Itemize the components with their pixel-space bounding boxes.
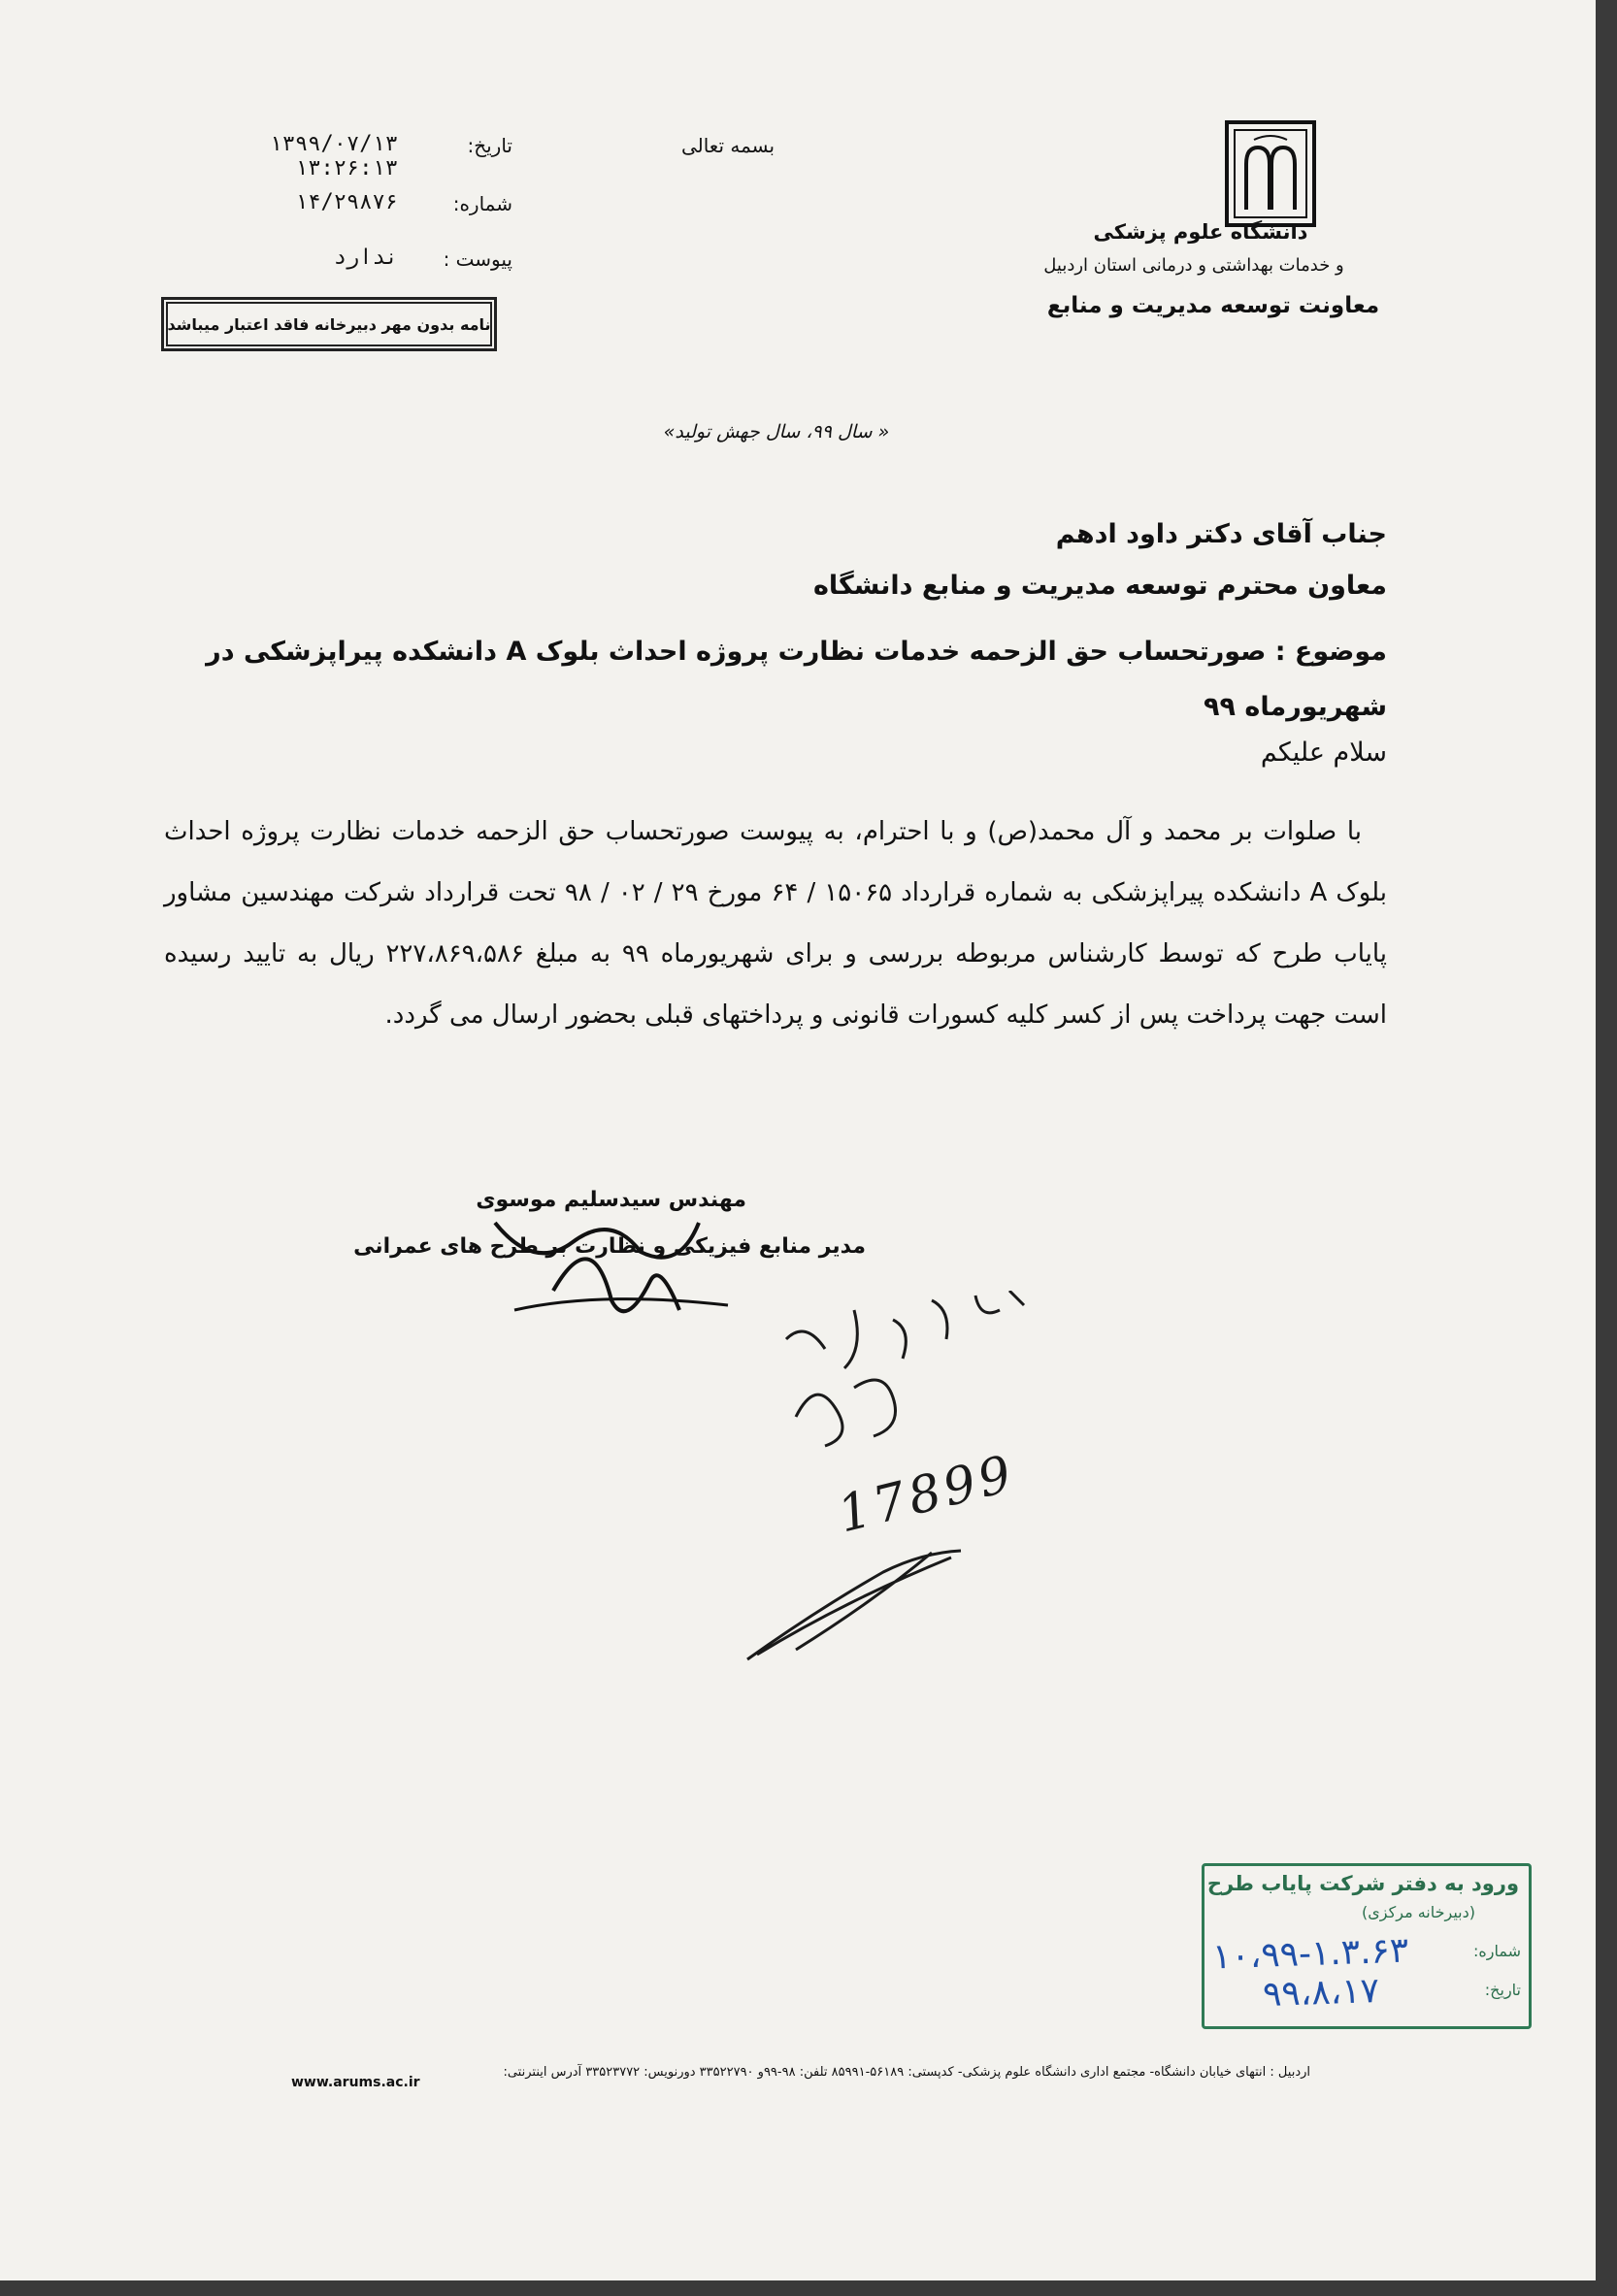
year-slogan: « سال ۹۹، سال جهش تولید»: [663, 421, 890, 443]
receipt-stamp-number-value: ۱۰،۹۹-۱.۳.۶۳: [1211, 1930, 1409, 1978]
attachment-label: پیوست :: [443, 247, 512, 271]
footer-address: اردبیل : انتهای خیابان دانشگاه- مجتمع اداری دانشگاه علوم پزشکی- کدپستی: ۵۶۱۸۹-۸۵۹۹۱ تلفن: ۹۸-۹۹و ۳۳۵۲۲۷۹۰ دورنویس: ۳۳۵۲۳۷۷۲ آدرس اینترنتی:: [503, 2065, 1310, 2080]
attachment-value: ندارد: [333, 246, 398, 270]
university-name: دانشگاه علوم پزشکی: [1093, 220, 1308, 244]
signer-title: مدیر منابع فیزیکی و نظارت بر طرح های عمرانی: [353, 1234, 866, 1259]
footer-website: www.arums.ac.ir: [291, 2075, 420, 2090]
recipient-name: جناب آقای دکتر داود ادهم: [1055, 519, 1387, 549]
letter-body: [164, 802, 1387, 1046]
receipt-stamp: [1202, 1863, 1532, 2029]
validity-note-box: [161, 297, 497, 351]
validity-note-text: نامه بدون مهر دبیرخانه فاقد اعتبار میباشد: [167, 314, 491, 334]
letter-body-paragraph: با صلوات بر محمد و آل محمد(ص) و با احترام، به پیوست صورتحساب حق الزحمه خدمات نظارت پروژه احداث بلوک A دانشکده پیراپزشکی به شماره قرارداد ۱۵۰۶۵ / ۶۴ مورخ ۲۹ / ۰۲ / ۹۸ تحت قرارداد شرکت مهندسین مشاور پایاب طرح که توسط کارشناس مربوطه بررسی و برای شهریورماه ۹۹ به مبلغ ۲۲۷،۸۶۹،۵۸۶ ریال به تایید رسیده است جهت پرداخت پس از کسر کلیه کسورات قانونی و پرداختهای قبلی بحضور ارسال می گردد.: [164, 817, 1388, 1030]
signer-name: مهندس سیدسلیم موسوی: [476, 1188, 746, 1212]
date-label: تاریخ:: [467, 134, 512, 157]
university-logo-icon: [1225, 120, 1316, 227]
number-value: ۱۴/۲۹۸۷۶: [295, 190, 398, 214]
vice-chancellery: معاونت توسعه مدیریت و منابع: [1046, 293, 1380, 318]
recipient-title: معاون محترم توسعه مدیریت و منابع دانشگاه: [812, 571, 1387, 601]
receipt-stamp-date-label: تاریخ:: [1484, 1981, 1521, 1999]
receipt-stamp-number-label: شماره:: [1472, 1942, 1521, 1960]
receipt-stamp-subtitle: (دبیرخانه مرکزی): [1362, 1903, 1475, 1921]
receipt-stamp-title: ورود به دفتر شرکت پایاب طرح: [1206, 1872, 1519, 1895]
university-subtitle: و خدمات بهداشتی و درمانی استان اردبیل: [1043, 255, 1344, 276]
date-value: ۱۳۹۹/۰۷/۱۳ ۱۳:۲۶:۱۳: [269, 132, 398, 180]
handwritten-scrawl: [738, 1543, 990, 1669]
number-label: شماره:: [452, 192, 512, 215]
letter-subject: موضوع : صورتحساب حق الزحمه خدمات نظارت پروژه احداث بلوک A دانشکده پیراپزشکی در شهریورماه ۹۹: [206, 637, 1387, 722]
greeting: سلام علیکم: [1260, 738, 1387, 768]
handwritten-signature: [456, 1184, 747, 1329]
handwritten-number: 17899: [832, 1444, 1021, 1545]
basmala: بسمه تعالی: [680, 134, 776, 157]
receipt-stamp-date-value: ۹۹،۸،۱۷: [1262, 1970, 1380, 2016]
